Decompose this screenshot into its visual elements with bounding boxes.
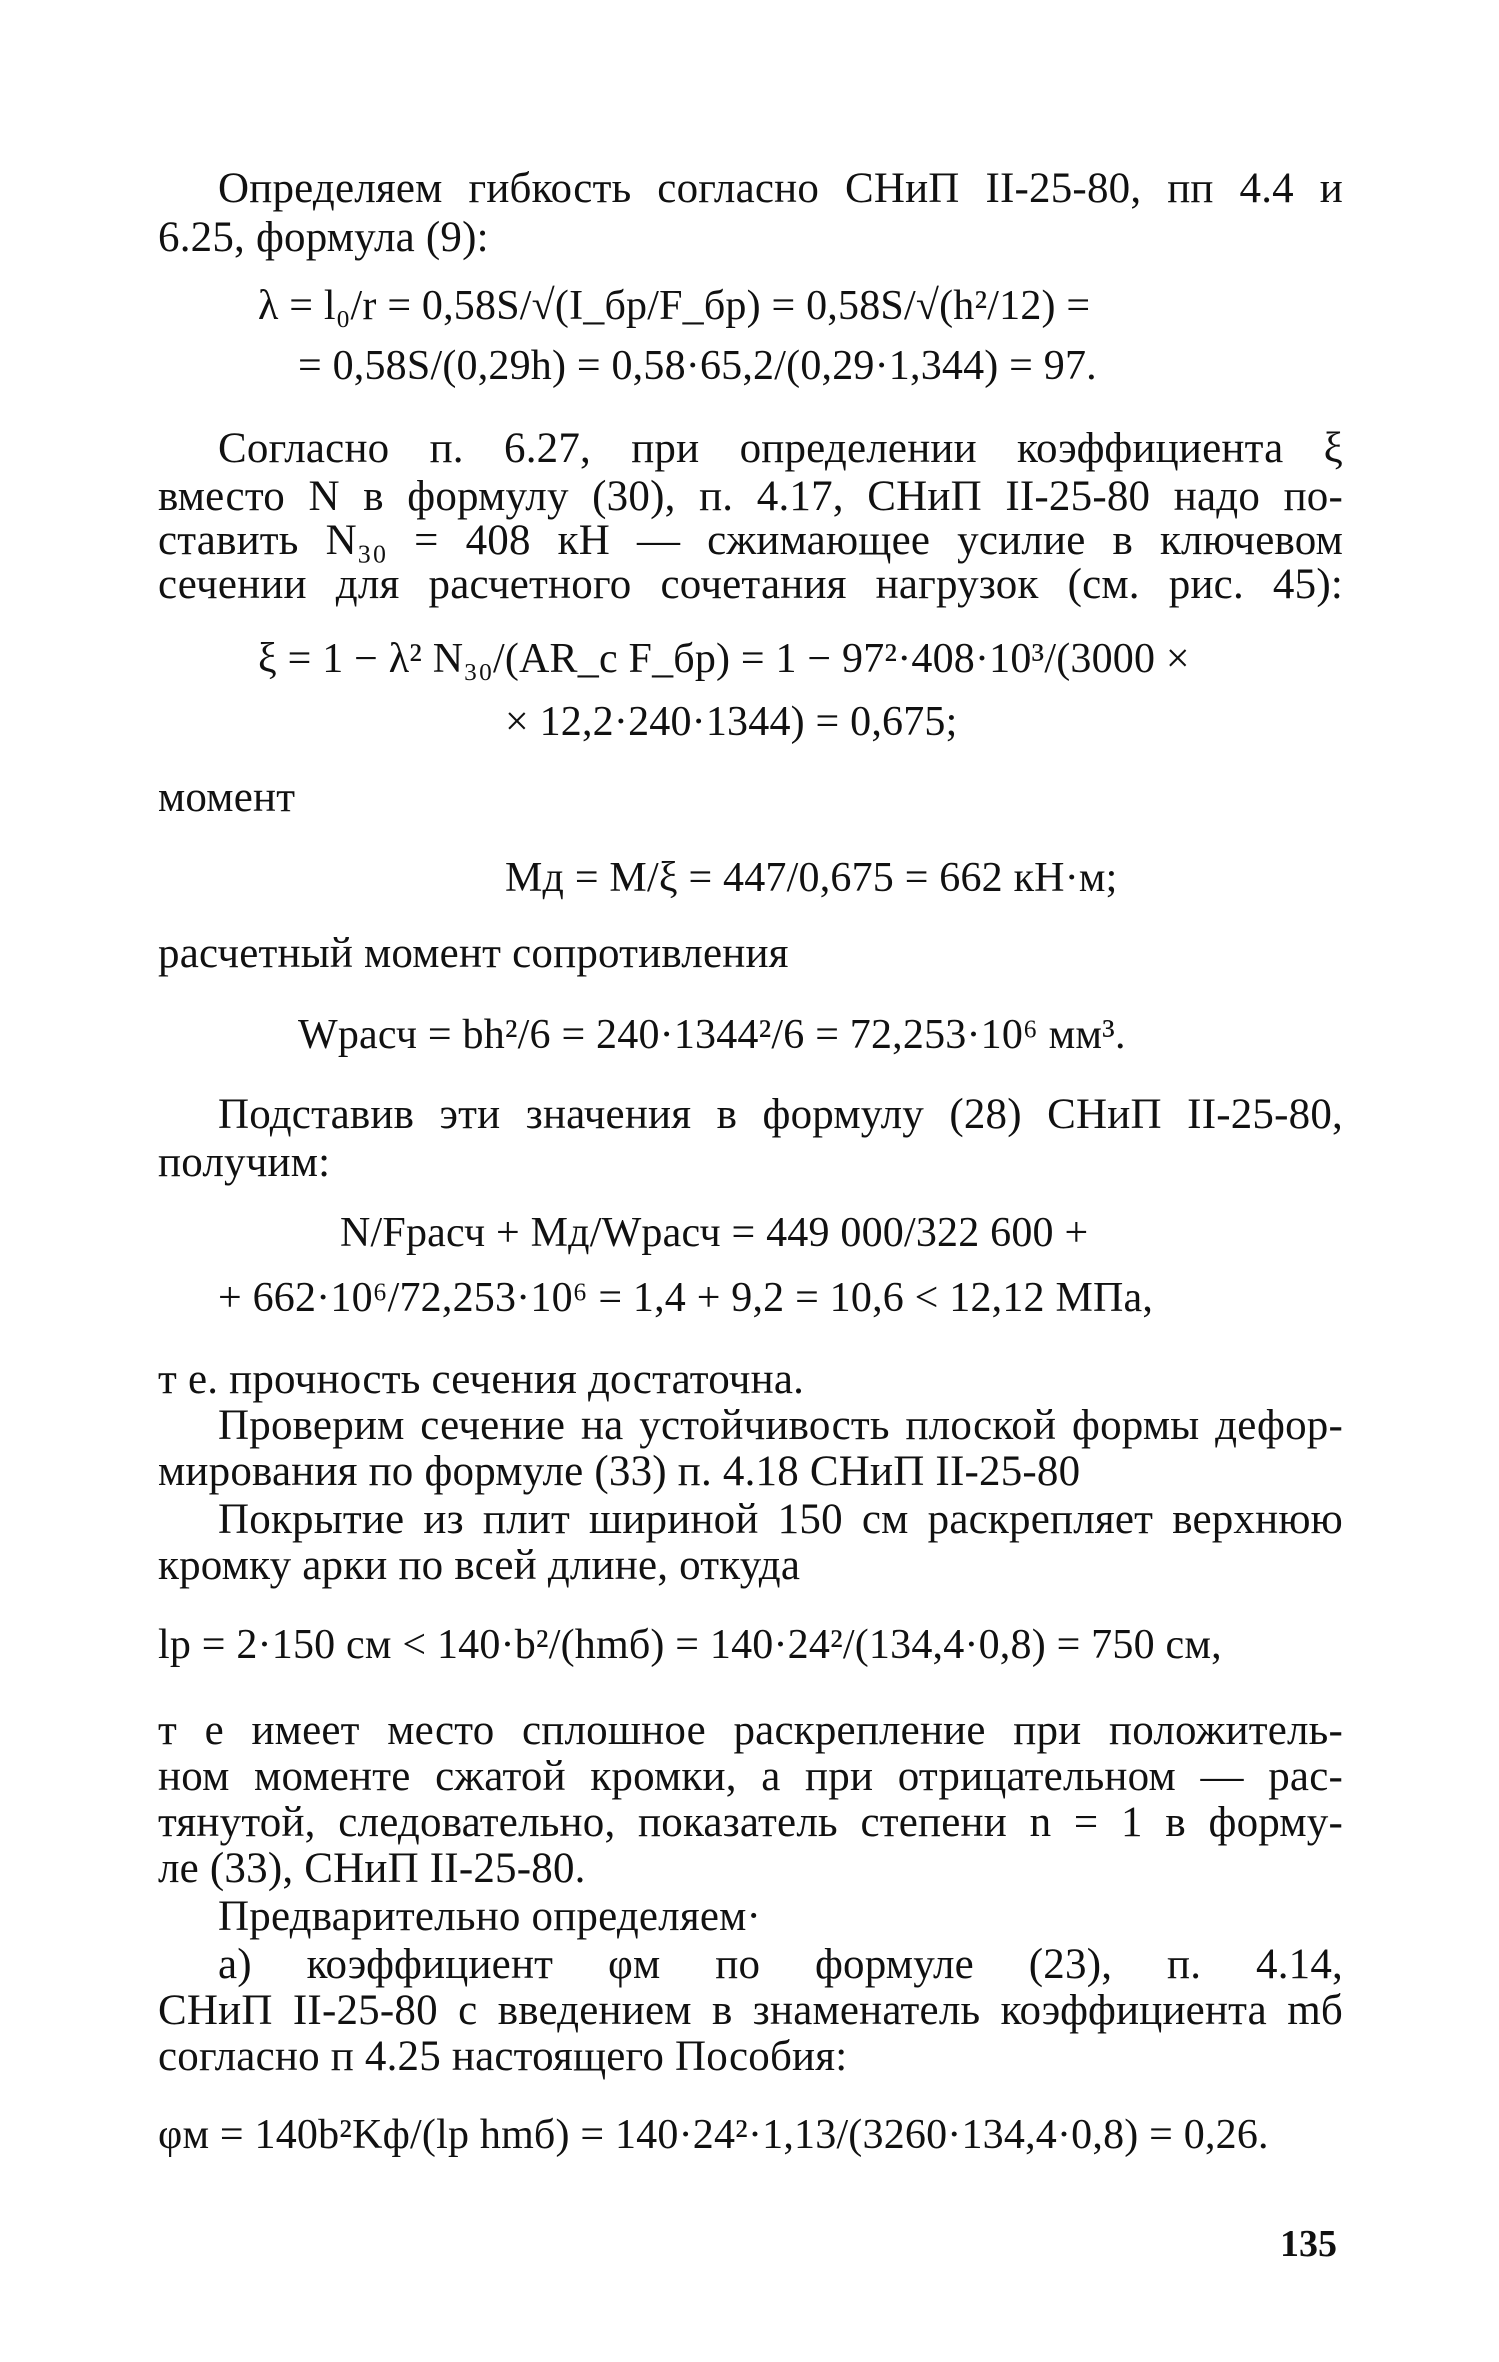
formula-line: = 0,58S/(0,29h) = 0,58·65,2/(0,29·1,344) = 97.: [298, 343, 1097, 389]
text-line: т е. прочность сечения достаточна.: [158, 1356, 805, 1403]
formula-line: + 662·10⁶/72,253·10⁶ = 1,4 + 9,2 = 10,6 < 12,12 МПа,: [218, 1275, 1154, 1321]
formula-line: × 12,2·240·1344) = 0,675;: [505, 699, 958, 745]
text-line: Определяем гибкость согласно СНиП II-25-80, пп 4.4 и: [218, 165, 1343, 212]
text-line: получим:: [158, 1139, 331, 1186]
text-line: ном моменте сжатой кромки, а при отрицательном — рас-: [158, 1753, 1343, 1800]
formula-line: N/Fрасч + Mд/Wрасч = 449 000/322 600 +: [340, 1210, 1089, 1256]
text-line: Предварительно определяем·: [218, 1893, 762, 1940]
text-line: Подставив эти значения в формулу (28) СНиП II-25-80,: [218, 1091, 1343, 1138]
formula-line: φм = 140b²Kф/(lр hmб) = 140·24²·1,13/(3260·134,4·0,8) = 0,26.: [158, 2112, 1269, 2158]
text-line: а) коэффициент φм по формуле (23), п. 4.14,: [218, 1941, 1343, 1988]
text-line: т е имеет место сплошное раскрепление при положитель-: [158, 1707, 1343, 1754]
formula-line: lр = 2·150 см < 140·b²/(hmб) = 140·24²/(134,4·0,8) = 750 см,: [158, 1622, 1222, 1668]
text-line: Покрытие из плит шириной 150 см раскрепляет верхнюю: [218, 1496, 1343, 1543]
text-line: СНиП II-25-80 с введением в знаменатель коэффициента mб: [158, 1987, 1343, 2034]
text-line: вместо N в формулу (30), п. 4.17, СНиП II-25-80 надо по-: [158, 473, 1343, 520]
text-line: мирования по формуле (33) п. 4.18 СНиП II-25-80: [158, 1448, 1081, 1495]
text-line: ле (33), СНиП II-25-80.: [158, 1845, 586, 1892]
text-line: расчетный момент сопротивления: [158, 930, 789, 977]
formula-line: ξ = 1 − λ² N₃₀/(AR_c F_бр) = 1 − 97²·408·10³/(3000 ×: [258, 636, 1190, 682]
text-line: Проверим сечение на устойчивость плоской формы дефор-: [218, 1402, 1343, 1449]
formula-line: λ = l₀/r = 0,58S/√(I_бр/F_бр) = 0,58S/√(h²/12) =: [258, 283, 1091, 329]
text-line: кромку арки по всей длине, откуда: [158, 1542, 801, 1589]
text-line: согласно п 4.25 настоящего Пособия:: [158, 2033, 848, 2080]
text-line: ставить N₃₀ = 408 кН — сжимающее усилие в ключевом: [158, 517, 1343, 564]
formula-line: Mд = M/ξ = 447/0,675 = 662 кН·м;: [505, 855, 1118, 901]
text-line: сечении для расчетного сочетания нагрузок (см. рис. 45):: [158, 561, 1343, 608]
text-line: Согласно п. 6.27, при определении коэффициента ξ: [218, 425, 1343, 472]
text-line: момент: [158, 774, 296, 821]
formula-line: Wрасч = bh²/6 = 240·1344²/6 = 72,253·10⁶ мм³.: [298, 1012, 1126, 1058]
page-number: 135: [1280, 2223, 1337, 2265]
text-line: тянутой, следовательно, показатель степени n = 1 в форму-: [158, 1799, 1343, 1846]
text-line: 6.25, формула (9):: [158, 214, 489, 261]
